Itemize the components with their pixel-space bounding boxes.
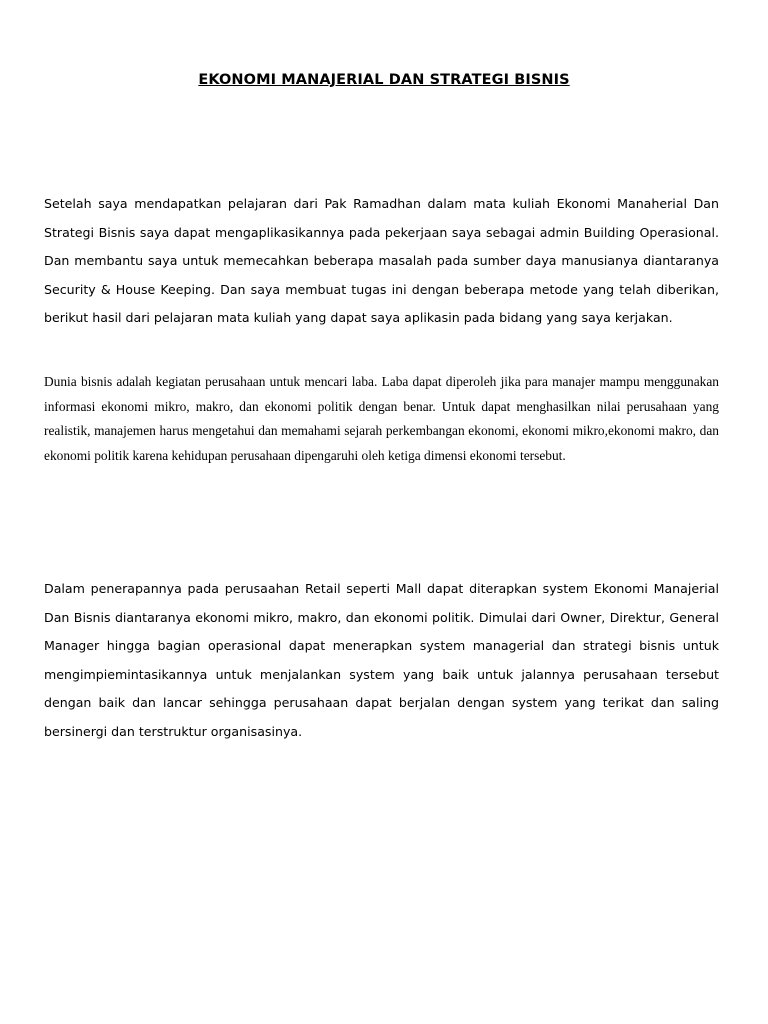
paragraph-intro: Setelah saya mendapatkan pelajaran dari Pak Ramadhan dalam mata kuliah Ekonomi Manaherial Dan Strategi Bisnis saya dapat mengaplikasikannya pada pekerjaan saya sebagai admin Building Operasional. Dan membantu saya untuk memecahkan beberapa masalah pada sumber daya manusianya diantaranya Security & House Keeping. Dan saya membuat tugas ini dengan beberapa metode yang telah diberikan, berikut hasil dari pelajaran mata kuliah yang dapat saya aplikasin pada bidang yang saya kerjakan. [44, 196, 719, 325]
paragraph-application: Dalam penerapannya pada perusaahan Retail seperti Mall dapat diterapkan system Ekonomi Manajerial Dan Bisnis diantaranya ekonomi mikro, makro, dan ekonomi politik. Dimulai dari Owner, Direktur, General Manager hingga bagian operasional dapat menerapkan system managerial dan strategi bisnis untuk mengimpiemintasikannya untuk menjalankan system yang baik untuk jalannya perusahaan tersebut dengan baik dan lancar sehingga perusahaan dapat berjalan dengan system yang terikat dan saling bersinergi dan terstruktur organisasinya. [44, 581, 719, 739]
page-title: EKONOMI MANAJERIAL DAN STRATEGI BISNIS [198, 72, 570, 88]
paragraph-business: Dunia bisnis adalah kegiatan perusahaan untuk mencari laba. Laba dapat diperoleh jika para manajer mampu menggunakan informasi ekonomi mikro, makro, dan ekonomi politik dengan benar. Untuk dapat menghasilkan nilai perusahaan yang realistik, manajemen harus mengetahui dan memahami sejarah perkembangan ekonomi, ekonomi mikro,ekonomi makro, dan ekonomi politik karena kehidupan perusahaan dipengaruhi oleh ketiga dimensi ekonomi tersebut. [44, 374, 719, 463]
